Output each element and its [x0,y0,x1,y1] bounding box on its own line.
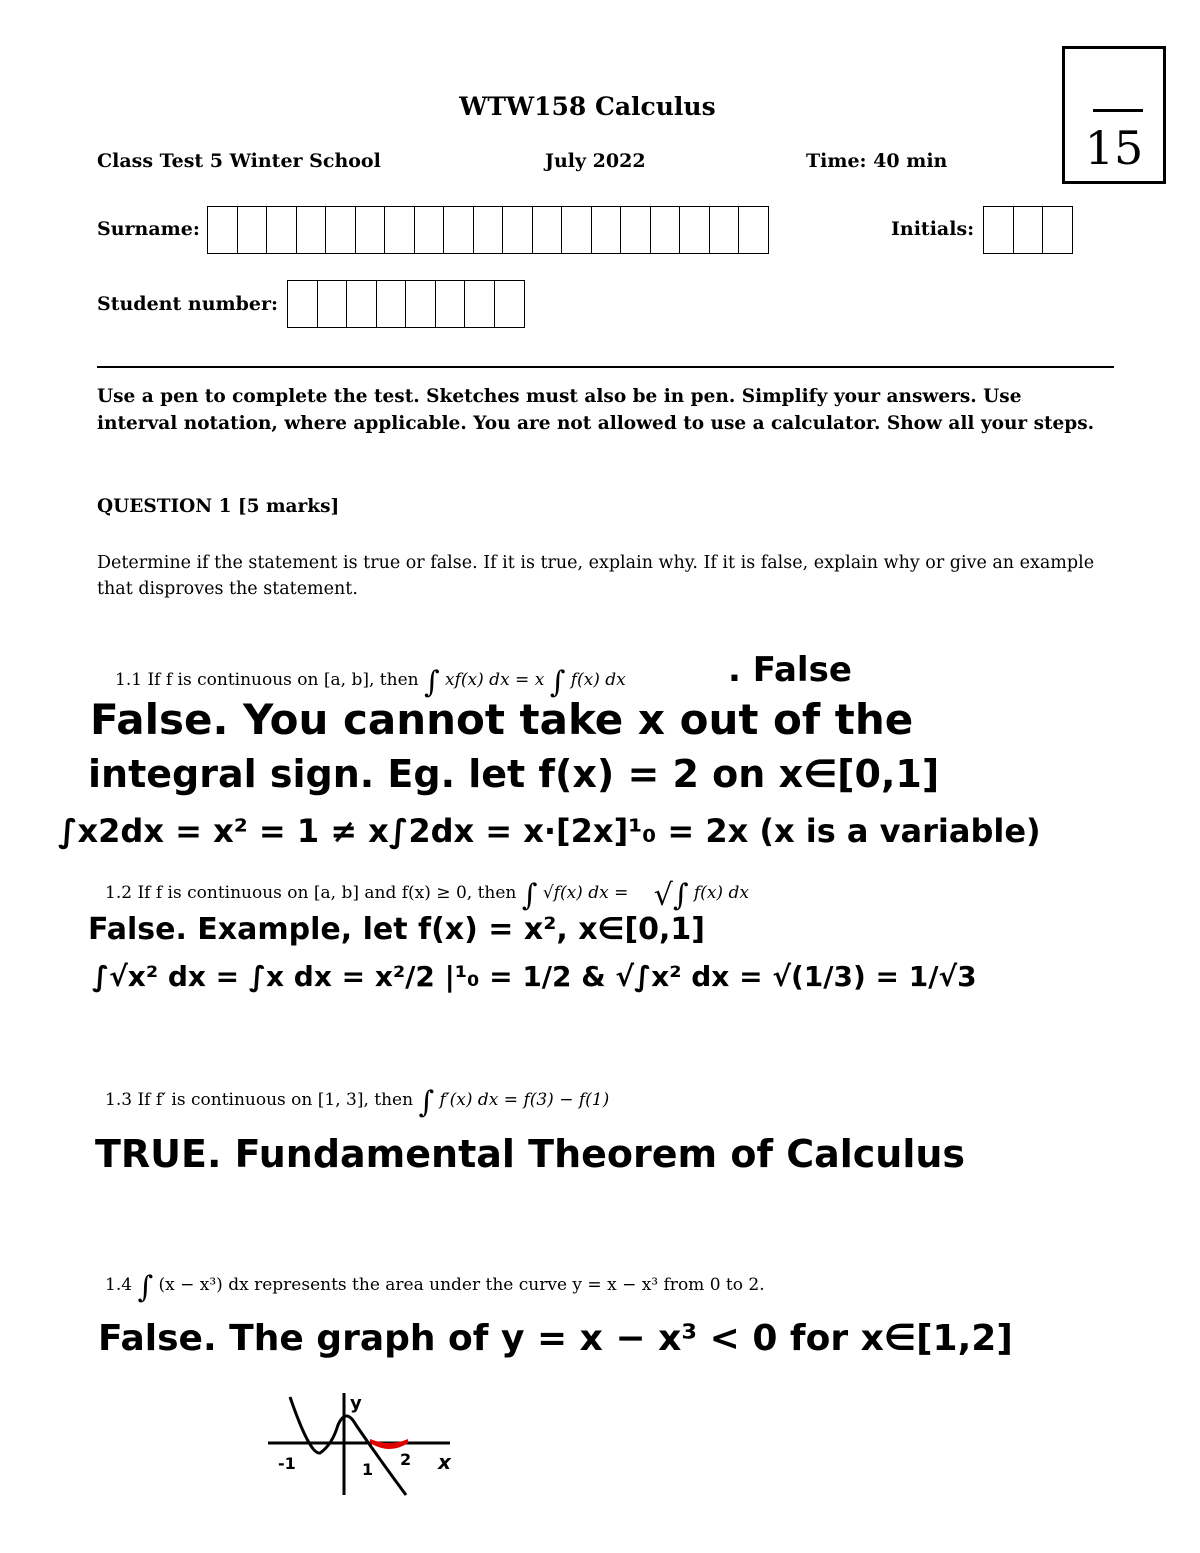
graph-sketch [260,1385,470,1500]
instructions: Use a pen to complete the test. Sketches must also be in pen. Simplify your answers. Use interval notation, where applicable. You are not allowed to use a calculator. Show all your steps. [97,386,1095,434]
item-1-3 [105,1085,609,1120]
handwritten-answer: . False [728,650,852,690]
student-number-field[interactable] [287,280,525,328]
statement-part: (x − x³) dx represents the area under the curve y = x − x³ from 0 to 2. [158,1275,765,1295]
statement-part: If f is continuous on [a, b], then [147,670,419,690]
surname-label: Surname: [97,218,200,240]
statement-part: If f′ is continuous on [1, 3], then [137,1090,414,1110]
initials-label: Initials: [891,218,975,240]
tick-label: 2 [400,1450,412,1469]
statement-part: xf(x) dx = x [445,670,545,690]
item-number: 1.2 [105,883,133,903]
handwritten-answer: ∫√x² dx = ∫x dx = x²/2 |¹₀ = 1/2 & √∫x² dx = √(1/3) = 1/√3 [92,960,977,993]
item-number: 1.1 [115,670,143,690]
statement-part: f(x) dx [570,670,626,690]
handwritten-answer: ∫x2dx = x² = 1 ≠ x∫2dx = x·[2x]¹₀ = 2x (x is a variable) [58,812,1041,850]
item-1-2 [105,878,749,913]
integral-sign: ∫ [418,1085,435,1120]
integral-sign: ∫ [424,665,440,700]
shaded-area [370,1439,408,1449]
item-number: 1.3 [105,1090,133,1110]
tick-label: 1 [362,1460,374,1479]
statement-part: f(x) dx [693,883,749,903]
question-heading: QUESTION 1 [5 marks] [97,496,340,517]
handwritten-answer: False. You cannot take x out of the [90,695,914,744]
item-number: 1.4 [105,1275,133,1295]
divider [97,366,1114,368]
statement-part: f′(x) dx = f(3) − f(1) [439,1090,610,1110]
integral-sign: ∫ [521,878,538,913]
initials-field[interactable] [983,206,1073,254]
axis-label-y: y [350,1393,362,1414]
statement-part: If f is continuous on [a, b] and f(x) ≥ 0, then [137,883,517,903]
statement-part: √f(x) dx = [542,883,629,903]
handwritten-answer: False. The graph of y = x − x³ < 0 for x∈[1,2] [98,1318,1013,1359]
test-name: Class Test 5 Winter School [97,150,381,172]
tick-label: -1 [278,1454,296,1473]
student-number-label: Student number: [97,293,279,315]
question-prompt: Determine if the statement is true or false. If it is true, explain why. If it is false, explain why or give an example that disproves the statement. [97,553,1095,599]
surname-field[interactable] [207,206,769,254]
sqrt-integral-sign: √∫ [653,878,689,913]
axis-label-x: x [438,1450,451,1474]
integral-sign: ∫ [137,1270,154,1305]
page-title: WTW158 Calculus [459,92,716,121]
total-marks: 15 [1084,121,1144,175]
handwritten-answer: TRUE. Fundamental Theorem of Calculus [95,1132,966,1176]
test-time: Time: 40 min [806,150,948,172]
item-1-4 [105,1270,765,1305]
test-date: July 2022 [545,150,646,172]
integral-sign: ∫ [549,665,566,700]
handwritten-answer: integral sign. Eg. let f(x) = 2 on x∈[0,1] [88,752,940,796]
handwritten-answer: False. Example, let f(x) = x², x∈[0,1] [88,912,706,947]
